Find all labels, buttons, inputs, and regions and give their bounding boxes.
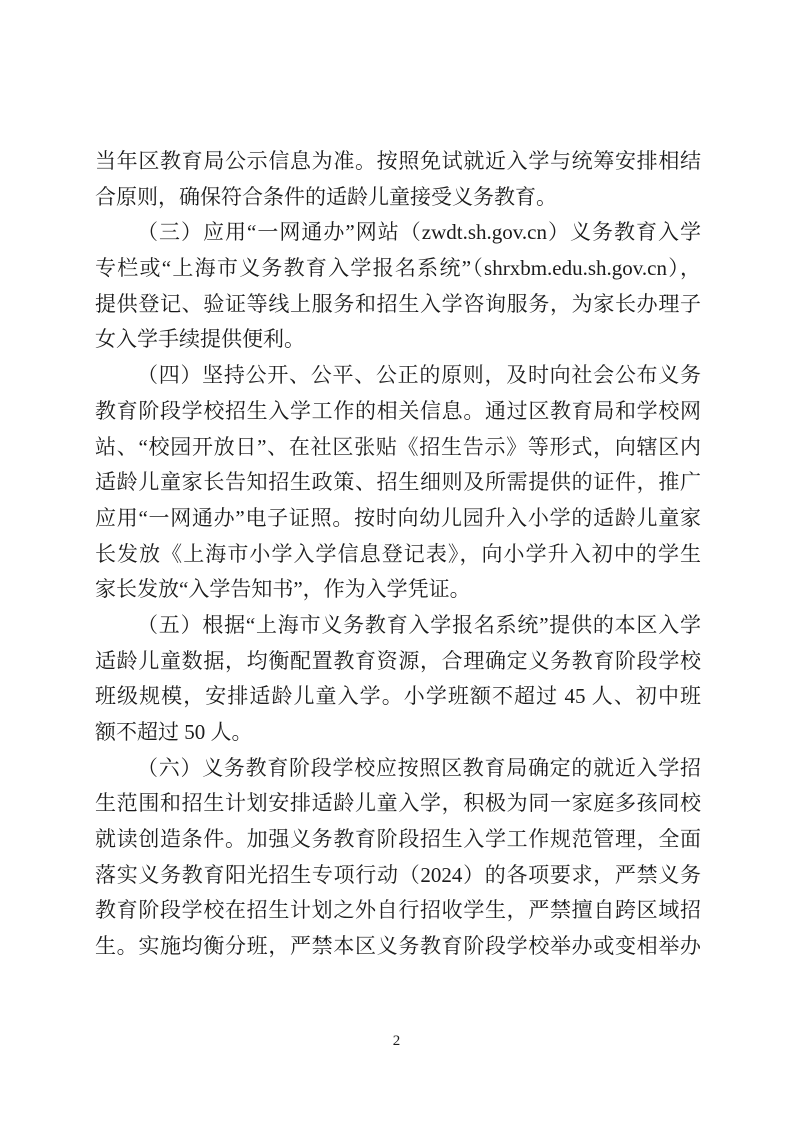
text-line: 额不超过 50 人。 (95, 720, 253, 744)
text-line: （五）根据“上海市义务教育入学报名系统”提供的本区入学 (137, 612, 701, 637)
text-line: 当年区教育局公示信息为准。按照免试就近入学与统筹安排相结 (95, 149, 701, 173)
text-line: 教育阶段学校在招生计划之外自行招收学生，严禁擅自跨区域招 (95, 898, 701, 923)
text-line: 落实义务教育阳光招生专项行动（2024）的各项要求，严禁义务 (95, 862, 701, 887)
text-line: 应用“一网通办”电子证照。按时向幼儿园升入小学的适龄儿童家 (95, 505, 701, 530)
text-line: 女入学手续提供便利。 (95, 327, 305, 352)
text-line: （四）坚持公开、公平、公正的原则，及时向社会公布义务 (137, 363, 701, 388)
text-line: 提供登记、验证等线上服务和招生入学咨询服务，为家长办理子 (95, 291, 701, 316)
text-line: 适龄儿童数据，均衡配置教育资源，合理确定义务教育阶段学校 (95, 648, 701, 673)
page-number: 2 (392, 1033, 401, 1049)
text-line: （六）义务教育阶段学校应按照区教育局确定的就近入学招 (137, 755, 701, 780)
text-line: 班级规模，安排适龄儿童入学。小学班额不超过 45 人、初中班 (95, 684, 701, 709)
text-line: 长发放《上海市小学入学信息登记表》，向小学升入初中的学生 (95, 541, 701, 566)
text-line: 生范围和招生计划安排适龄儿童入学，积极为同一家庭多孩同校 (95, 791, 701, 816)
text-line: 合原则，确保符合条件的适龄儿童接受义务教育。 (95, 184, 557, 209)
text-line: 专栏或“上海市义务教育入学报名系统”（shrxbm.edu.sh.gov.cn）， (95, 256, 701, 281)
text-line: 站、“校园开放日”、在社区张贴《招生告示》等形式，向辖区内 (95, 434, 701, 459)
text-line: 适龄儿童家长告知招生政策、招生细则及所需提供的证件，推广 (95, 470, 701, 495)
text-line: 教育阶段学校招生入学工作的相关信息。通过区教育局和学校网 (95, 398, 701, 423)
text-line: 就读创造条件。加强义务教育阶段招生入学工作规范管理，全面 (95, 827, 701, 852)
text-block (95, 144, 701, 965)
text-line: 家长发放“入学告知书”，作为入学凭证。 (95, 577, 471, 602)
text-line: （三）应用“一网通办”网站（zwdt.sh.gov.cn）义务教育入学 (137, 220, 701, 245)
text-line: 生。实施均衡分班，严禁本区义务教育阶段学校举办或变相举办 (95, 934, 701, 959)
